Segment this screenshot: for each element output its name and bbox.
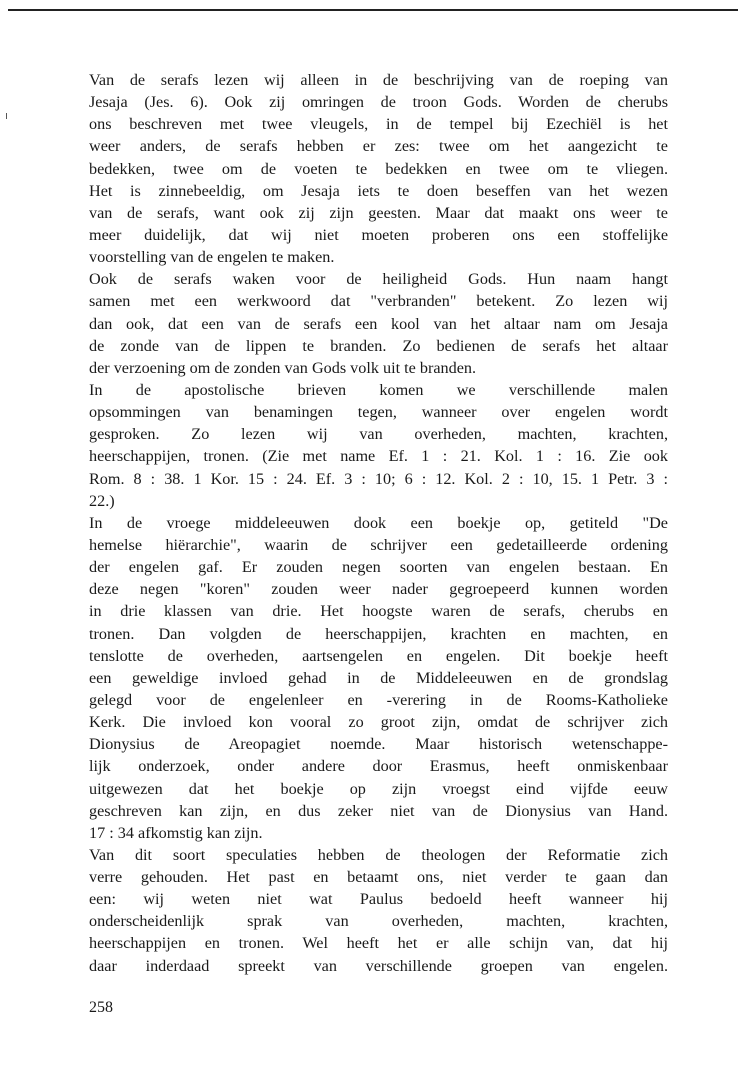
text-line: daar inderdaad spreekt van verschillende groepen van engelen. — [89, 956, 668, 975]
text-line: bedekken, twee om de voeten te bedekken en twee om te vliegen. — [89, 159, 668, 178]
text-line: een geweldige invloed gehad in de Middeleeuwen en de grondslag — [89, 668, 668, 687]
text-line: In de vroege middeleeuwen dook een boekje op, getiteld "De — [89, 513, 668, 532]
text-line: Het is zinnebeeldig, om Jesaja iets te doen beseffen van het wezen — [89, 181, 668, 200]
text-line: geschreven kan zijn, en dus zeker niet van de Dionysius van Hand. — [89, 801, 668, 820]
text-line: gesproken. Zo lezen wij van overheden, machten, krachten, — [89, 425, 668, 444]
text-line: meer duidelijk, dat wij niet moeten proberen ons een stoffelijke — [89, 225, 668, 244]
text-line: 22.) — [89, 491, 115, 510]
text-line: Jesaja (Jes. 6). Ook zij omringen de troon Gods. Worden de cherubs — [89, 93, 668, 112]
text-line: de zonde van de lippen te branden. Zo bedienen de serafs het altaar — [89, 336, 668, 355]
text-line: een: wij weten niet wat Paulus bedoeld heeft wanneer hij — [89, 890, 668, 909]
text-line: heerschappijen, tronen. (Zie met name Ef. 1 : 21. Kol. 1 : 16. Zie ook — [89, 447, 668, 466]
text-line: tronen. Dan volgden de heerschappijen, krachten en machten, en — [89, 624, 668, 643]
margin-mark — [6, 113, 7, 119]
text-line: der verzoening om de zonden van Gods volk uit te branden. — [89, 358, 477, 377]
text-line: Rom. 8 : 38. 1 Kor. 15 : 24. Ef. 3 : 10; 6 : 12. Kol. 2 : 10, 15. 1 Petr. 3 : — [89, 469, 668, 488]
text-line: onderscheidenlijk sprak van overheden, machten, krachten, — [89, 912, 668, 931]
text-line: Kerk. Die invloed kon vooral zo groot zijn, omdat de schrijver zich — [89, 713, 668, 732]
text-line: Ook de serafs waken voor de heiligheid Gods. Hun naam hangt — [89, 270, 668, 289]
text-line: in drie klassen van drie. Het hoogste waren de serafs, cherubs en — [89, 602, 668, 621]
text-line: uitgewezen dat het boekje op zijn vroegst eind vijfde eeuw — [89, 779, 668, 798]
text-line: ons beschreven met twee vleugels, in de tempel bij Ezechiël is het — [89, 115, 668, 134]
text-line: voorstelling van de engelen te maken. — [89, 248, 335, 267]
text-line: van de serafs, want ook zij zijn geesten. Maar dat maakt ons weer te — [89, 203, 668, 222]
text-line: heerschappijen en tronen. Wel heeft het er alle schijn van, dat hij — [89, 934, 668, 953]
text-line: opsommingen van benamingen tegen, wanneer over engelen wordt — [89, 403, 668, 422]
text-line: verre gehouden. Het past en betaamt ons, niet verder te gaan dan — [89, 868, 668, 887]
text-line: 17 : 34 afkomstig kan zijn. — [89, 823, 263, 842]
text-line: tenslotte de overheden, aartsengelen en engelen. Dit boekje heeft — [89, 646, 668, 665]
text-line: lijk onderzoek, onder andere door Erasmus, heeft onmiskenbaar — [89, 757, 668, 776]
top-rule — [8, 9, 738, 11]
text-line: deze negen "koren" zouden weer nader gegroepeerd kunnen worden — [89, 580, 668, 599]
page-number: 258 — [89, 999, 113, 1016]
text-line: In de apostolische brieven komen we verschillende malen — [89, 380, 668, 399]
text-line: gelegd voor de engelenleer en -verering in de Rooms-Katholieke — [89, 690, 668, 709]
text-line: Dionysius de Areopagiet noemde. Maar historisch wetenschappe- — [89, 735, 668, 754]
text-line: hemelse hiërarchie", waarin de schrijver een gedetailleerde ordening — [89, 535, 668, 554]
text-line: weer anders, de serafs hebben er zes: twee om het aangezicht te — [89, 137, 668, 156]
text-line: der engelen gaf. Er zouden negen soorten van engelen bestaan. En — [89, 558, 668, 577]
text-line: Van de serafs lezen wij alleen in de beschrijving van de roeping van — [89, 71, 668, 89]
body-text — [89, 69, 668, 977]
text-line: dan ook, dat een van de serafs een kool van het altaar nam om Jesaja — [89, 314, 668, 333]
text-line: Van dit soort speculaties hebben de theologen der Reformatie zich — [89, 845, 668, 864]
text-line: samen met een werkwoord dat "verbranden" betekent. Zo lezen wij — [89, 292, 668, 311]
